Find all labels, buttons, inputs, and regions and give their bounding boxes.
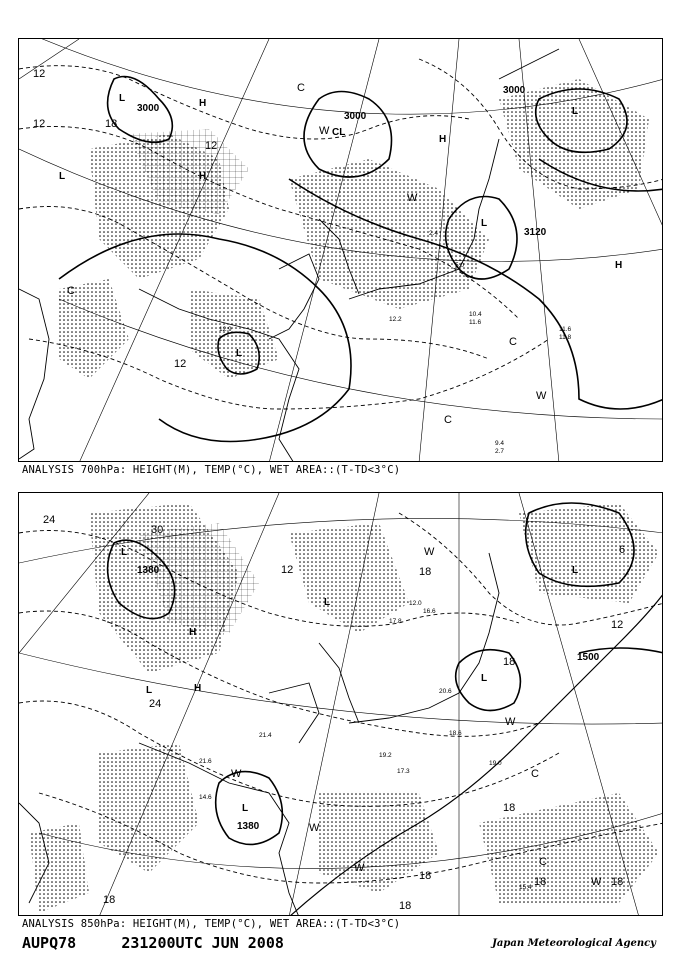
station-value: 12.9 bbox=[219, 326, 232, 333]
wet-area bbox=[519, 503, 659, 603]
warm-center-label: W bbox=[309, 822, 320, 834]
map-700hpa-svg bbox=[19, 39, 663, 462]
station-value: 18.6 bbox=[449, 730, 462, 737]
longitude-line bbox=[19, 39, 79, 79]
coastline bbox=[269, 254, 319, 339]
station-value: 21.6 bbox=[199, 758, 212, 765]
station-value: 5.0 bbox=[455, 262, 465, 269]
temperature-label: 12 bbox=[174, 358, 187, 370]
station-value: 17.3 bbox=[397, 768, 410, 775]
station-value: 21.4 bbox=[259, 732, 272, 739]
warm-center-label: W bbox=[231, 768, 242, 780]
station-value: 2.7 bbox=[495, 448, 505, 455]
low-pressure-label: L bbox=[572, 106, 579, 117]
low-pressure-label: L bbox=[121, 547, 128, 558]
temperature-label: 18 bbox=[419, 566, 432, 578]
map-850hpa-svg bbox=[19, 493, 663, 916]
temperature-label: 18 bbox=[503, 656, 516, 668]
height-label: 1380 bbox=[137, 565, 160, 576]
map-panel-850hpa bbox=[18, 492, 663, 916]
coastline bbox=[19, 289, 49, 459]
temperature-label: 12 bbox=[205, 140, 218, 152]
wet-area bbox=[499, 79, 649, 209]
station-value: 11.8 bbox=[559, 334, 572, 341]
warm-center-label: W bbox=[505, 716, 516, 728]
wet-area bbox=[289, 523, 409, 633]
station-value: 11.6 bbox=[469, 319, 482, 326]
temperature-label: 24 bbox=[149, 698, 162, 710]
warm-center-label: W bbox=[424, 546, 435, 558]
low-pressure-label: L bbox=[119, 93, 126, 104]
station-value: 17.8 bbox=[389, 618, 402, 625]
agency-name: Japan Meteorological Agency bbox=[492, 938, 656, 949]
low-pressure-label: L bbox=[481, 673, 488, 684]
height-contour bbox=[216, 772, 283, 845]
coastline bbox=[269, 683, 319, 743]
cold-center-label: C bbox=[297, 82, 305, 94]
temperature-label: 12 bbox=[281, 564, 294, 576]
warm-center-label: W bbox=[536, 390, 547, 402]
warm-center-label: W bbox=[354, 862, 365, 874]
temperature-label: 24 bbox=[43, 514, 56, 526]
cold-center-label: C bbox=[509, 336, 517, 348]
temperature-label: 18 bbox=[399, 900, 412, 912]
station-value: 19.0 bbox=[489, 760, 502, 767]
temperature-contour bbox=[19, 611, 539, 736]
station-value: 16.6 bbox=[423, 608, 436, 615]
station-value: 15.4 bbox=[519, 884, 532, 891]
height-label: 1380 bbox=[237, 821, 260, 832]
wet-area bbox=[29, 823, 89, 913]
warm-center-label: W bbox=[407, 192, 418, 204]
panel-caption-700hpa: ANALYSIS 700hPa: HEIGHT(M), TEMP(°C), WET AREA::(T-TD<3°C) bbox=[22, 464, 401, 476]
low-pressure-label: L bbox=[236, 348, 243, 359]
temperature-label: 18 bbox=[611, 876, 624, 888]
station-value: 12.2 bbox=[389, 316, 402, 323]
temperature-label: 6 bbox=[619, 544, 626, 556]
temperature-label: 18 bbox=[534, 876, 547, 888]
height-label: 3000 bbox=[503, 85, 526, 96]
temperature-label: 12 bbox=[33, 118, 46, 130]
low-pressure-label: L bbox=[481, 218, 488, 229]
cold-center-label: C bbox=[67, 285, 75, 297]
high-pressure-label: H bbox=[439, 134, 447, 145]
temperature-label: 18 bbox=[503, 802, 516, 814]
map-panel-700hpa bbox=[18, 38, 663, 462]
station-value: 2.4 bbox=[429, 230, 439, 237]
temperature-label: 18 bbox=[105, 118, 118, 130]
temperature-label: 12 bbox=[33, 68, 46, 80]
coastline bbox=[319, 643, 359, 723]
valid-time: 231200UTC JUN 2008 bbox=[121, 934, 284, 952]
high-pressure-label: H bbox=[189, 627, 197, 638]
station-value: 19.2 bbox=[379, 752, 392, 759]
height-label: 3000 bbox=[344, 111, 367, 122]
station-value: 11.6 bbox=[559, 326, 572, 333]
wet-area bbox=[99, 743, 199, 873]
cold-center-label: C bbox=[539, 856, 547, 868]
low-pressure-label: L bbox=[59, 171, 66, 182]
chart-code bbox=[22, 934, 284, 952]
panel-caption-850hpa: ANALYSIS 850hPa: HEIGHT(M), TEMP(°C), WET AREA::(T-TD<3°C) bbox=[22, 918, 401, 930]
temperature-label: 12 bbox=[611, 619, 624, 631]
warm-center-label: W bbox=[319, 125, 330, 137]
wet-area bbox=[289, 159, 489, 309]
low-pressure-label: L bbox=[572, 565, 579, 576]
station-value: 14.6 bbox=[199, 794, 212, 801]
warm-center-label: W bbox=[591, 876, 602, 888]
temperature-contour bbox=[19, 66, 469, 139]
station-value: 12.0 bbox=[409, 600, 422, 607]
height-label: 3000 bbox=[137, 103, 160, 114]
wet-area bbox=[189, 289, 279, 379]
high-pressure-label: H bbox=[199, 98, 207, 109]
low-pressure-label: L bbox=[146, 685, 153, 696]
station-value: 10.4 bbox=[469, 311, 482, 318]
cold-center-label: C bbox=[531, 768, 539, 780]
low-pressure-label: L bbox=[242, 803, 249, 814]
height-label: 3120 bbox=[524, 227, 547, 238]
high-pressure-label: H bbox=[194, 683, 202, 694]
station-value: 20.6 bbox=[439, 688, 452, 695]
latitude-line bbox=[59, 299, 663, 419]
coastline bbox=[499, 49, 559, 79]
cold-center-label: C bbox=[444, 414, 452, 426]
latitude-line bbox=[19, 653, 663, 724]
low-pressure-label: L bbox=[324, 597, 331, 608]
high-pressure-label: H bbox=[199, 171, 207, 182]
station-value: 9.4 bbox=[495, 440, 505, 447]
high-pressure-label: H bbox=[615, 260, 623, 271]
temperature-label: 18 bbox=[419, 870, 432, 882]
height-label: 1500 bbox=[577, 652, 600, 663]
bulletin-code: AUPQ78 bbox=[22, 934, 77, 952]
temperature-label: 18 bbox=[103, 894, 116, 906]
temperature-label: 30 bbox=[151, 524, 164, 536]
cold-low-label: CL bbox=[332, 127, 346, 138]
